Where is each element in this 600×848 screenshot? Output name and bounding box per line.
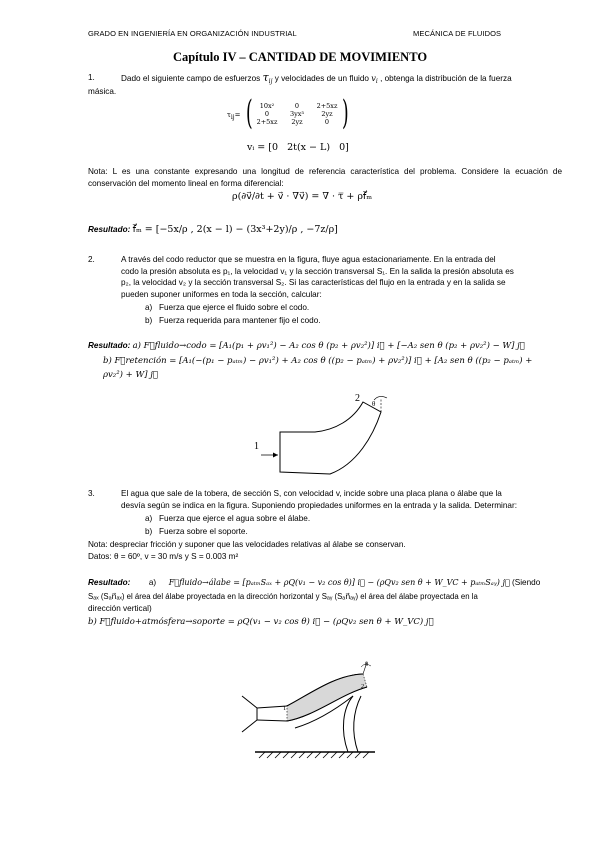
header-left: GRADO EN INGENIERÍA EN ORGANIZACIÓN INDUSTRIAL — [88, 29, 297, 38]
matrix-row: 0 3yx³ 2yz — [264, 110, 333, 118]
problem2-result-b2: ρv₂²) + W] j⃗ — [103, 370, 158, 380]
problem3-note: Nota: despreciar fricción y suponer que las velocidades relativas al álabe se conservan. — [88, 540, 406, 549]
problem3-item-b: b) Fuerza sobre el soporte. — [145, 527, 248, 536]
result-a-formula: F⃗fluido→álabe = [pₐₜₘSₐₓ + ρQ(v₁ − v₂ cos θ)] i⃗ − (ρQv₂ sen θ + W_VC + pₐₜₘSₐᵧ) j⃗ — [168, 578, 510, 587]
statement-line: pueden suponer uniformes en toda la sección, calcular: — [121, 289, 322, 299]
elbow-label-theta: θ — [372, 400, 376, 408]
problem2-item-a: a) Fuerza que ejerce el fluido sobre el codo. — [145, 303, 310, 312]
problem2-result-b1: b) F⃗retención = [A₁(−(p₁ − pₐₜₘ) − ρv₁²) + A₂ cos θ ((p₂ − pₐₜₘ) + ρv₂²)] i⃗ + [A₂ sen θ ((p₂ − pₐₜₘ) + — [103, 356, 533, 366]
vane-label-theta: θ — [365, 661, 369, 668]
elbow-outline — [280, 402, 381, 474]
elbow-label-2: 2 — [355, 393, 360, 404]
matrix-right-bracket: ) — [342, 93, 349, 133]
problem1-text-c: , obtenga la distribución de la fuerza — [380, 74, 512, 83]
problem1-statement — [121, 72, 561, 88]
support — [343, 696, 361, 752]
vane-label-1: 1 — [283, 705, 287, 712]
result-label: Resultado: — [88, 341, 131, 350]
result-a-note1: (Siendo — [512, 578, 541, 587]
statement-line: codo la presión absoluta es p₁, la velocidad v₁ y la sección transversal S₁. En la salida la presión absoluta es — [121, 266, 514, 276]
result-value: f⃗ₘ = [−5x/ρ , 2(x − l) − (3x³+2y)/ρ , −7z/ρ] — [132, 224, 338, 235]
vane-figure — [235, 650, 395, 775]
page-title: Capítulo IV – CANTIDAD DE MOVIMIENTO — [172, 50, 428, 64]
problem3-data: Datos: θ = 60º, v = 30 m/s y S = 0.003 m² — [88, 552, 239, 561]
statement-line: desvía según se indica en la figura. Suponiendo propiedades uniformes en la entrada y la salida. Determinar: — [121, 500, 517, 510]
result-a-marker: a) — [148, 578, 157, 587]
problem3-number: 3. — [88, 489, 95, 498]
problem3-statement — [121, 488, 566, 511]
problem1-number: 1. — [88, 73, 95, 82]
problem1-text-a: Dado el siguiente campo de esfuerzos — [121, 74, 261, 83]
velocity-field: vᵢ = [0 2t(x − L) 0] — [247, 142, 349, 153]
result-label: Resultado: — [88, 225, 131, 234]
inlet-arrow-head — [273, 453, 278, 458]
problem3-item-a: a) Fuerza que ejerce el agua sobre el álabe. — [145, 514, 311, 523]
header-right: MECÁNICA DE FLUIDOS — [413, 29, 502, 38]
problem1-sym-v: $v_i$ — [371, 73, 378, 85]
result-label: Resultado: — [88, 578, 131, 587]
matrix-left-bracket: ( — [246, 93, 253, 133]
problem1-text-b: y velocidades de un fluido — [274, 74, 369, 83]
problem1-result — [88, 224, 338, 236]
statement-line: A través del codo reductor que se muestra en la figura, fluye agua estacionariamente. En la entrada del — [121, 255, 496, 264]
tau-label: $\tau_{ij}=$ — [227, 111, 241, 121]
momentum-equation: ρ(∂v⃗/∂t + v⃗ · ∇v⃗) = ∇ · τ̿ + ρf⃗ₘ — [232, 191, 373, 202]
problem1-sym-tau: $\tau_{ij}$ — [262, 71, 273, 85]
problem3-result-b: b) F⃗fluido+atmósfera→soporte = ρQ(v₁ − v₂ cos θ) i⃗ − (ρQv₂ sen θ + W_VC) j⃗ — [88, 617, 434, 627]
result-a-note3: dirección vertical) — [88, 604, 152, 613]
angle-arc — [374, 396, 387, 400]
problem1-text-d: másica. — [88, 87, 117, 96]
stress-matrix — [252, 102, 342, 126]
statement-line: p₂, la velocidad v₂ y la sección transversal S₂. Si las características del flujo en la entrada y en la salida se — [121, 278, 506, 288]
result-a-formula: a) F⃗fluido→codo = [A₁(p₁ + ρv₁²) − A₂ cos θ (p₂ + ρv₂²)] i⃗ + [−A₂ sen θ (p₂ + ρv₂²) − W] j⃗ — [132, 341, 525, 351]
problem2-number: 2. — [88, 255, 95, 264]
problem2-statement — [121, 254, 566, 300]
result-a-note2: Sₐₓ (Sₐn⃗ₐₓ) el área del álabe proyectada en la dirección horizontal y Sₐᵧ (Sₐn⃗ₐᵧ) el área del álabe proyectada en la — [88, 592, 478, 601]
problem2-item-b: b) Fuerza requerida para mantener fijo el codo. — [145, 316, 321, 325]
matrix-row: 10x² 0 2+5xz — [259, 102, 338, 110]
elbow-label-1: 1 — [254, 441, 259, 452]
vane-label-2: 2 — [361, 683, 365, 690]
problem1-note: Nota: L es una constante expresando una longitud de referencia característica del problema. Considere la ecuación de conservación del momento lineal en forma diferencial: — [88, 167, 562, 188]
nozzle — [242, 696, 257, 732]
ground-base — [255, 752, 375, 758]
problem3-result-a — [88, 577, 540, 589]
matrix-row: 2+5xz 2yz 0 — [256, 118, 330, 126]
elbow-figure — [255, 390, 390, 475]
statement-line: El agua que sale de la tobera, de sección S, con velocidad v, incide sobre una placa plana o álabe que la — [121, 489, 502, 498]
problem2-result-a — [88, 340, 525, 353]
